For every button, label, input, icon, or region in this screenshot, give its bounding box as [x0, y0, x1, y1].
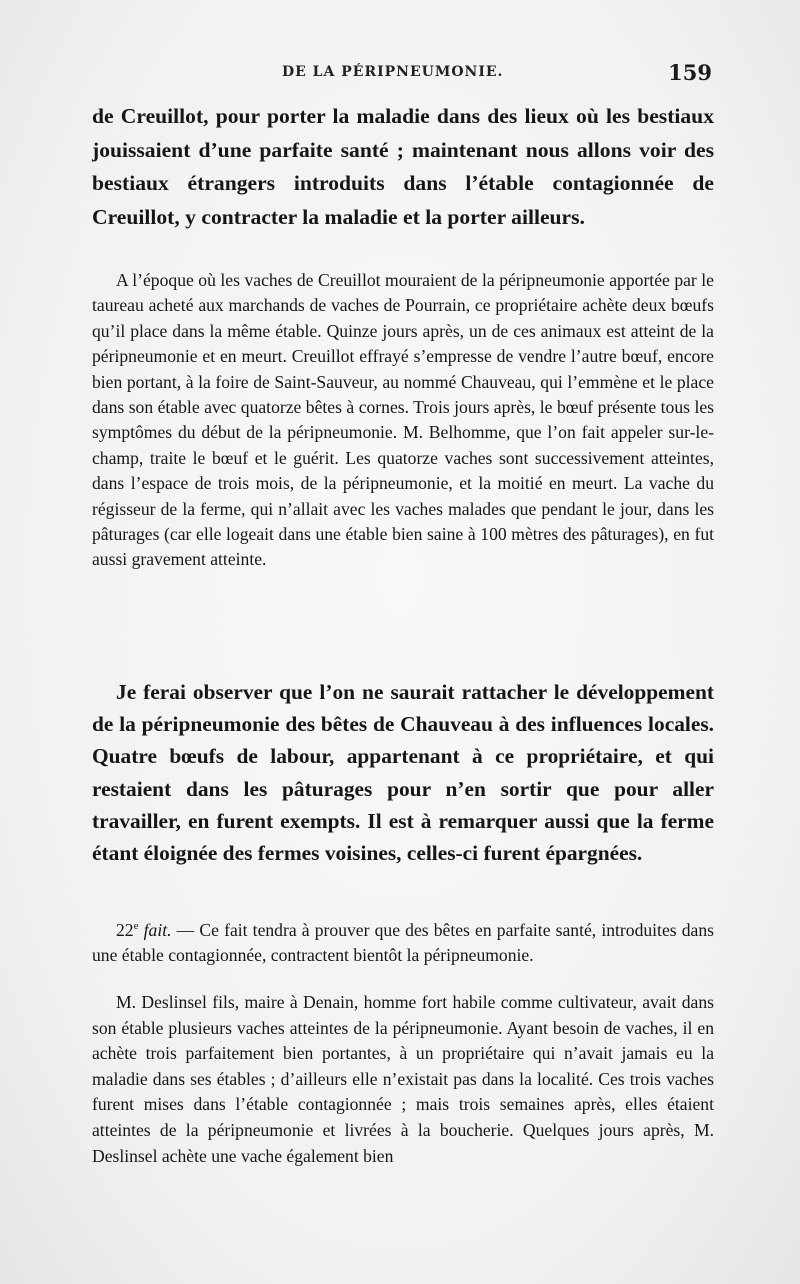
- fact-paragraph: [92, 914, 714, 968]
- page-number: 159: [668, 60, 712, 85]
- page-header: [92, 60, 712, 90]
- paragraph-continuation: [92, 100, 714, 234]
- running-head: DE LA PÉRIPNEUMONIE.: [282, 64, 504, 80]
- paragraph-text: Je ferai observer que l’on ne saurait rattacher le développement de la péripneumonie des bêtes de Chauveau à des influences locales. Quatre bœufs de labour, appartenant à ce propriétaire, et qui restaient dans les pâturages pour n’en sortir que pour aller travailler, en furent exempts. Il est à remarquer aussi que la ferme étant éloignée des fermes voisines, celles-ci furent épargnées.: [92, 680, 714, 866]
- fact-number: 22: [116, 919, 134, 940]
- fact-label: fait.: [143, 919, 172, 940]
- paragraph-observation: [92, 676, 714, 869]
- paragraph-text: — Ce fait tendra à prouver que des bêtes en parfaite santé, introduites dans une étable contagionnée, contractent bientôt la péripneumonie.: [92, 919, 714, 966]
- paragraph-deslinsel: [92, 990, 714, 1169]
- fact-number-suffix: e: [133, 920, 139, 932]
- paragraph-text: A l’époque où les vaches de Creuillot mouraient de la péripneumonie apportée par le taureau acheté aux marchands de vaches de Pourrain, ce propriétaire achète deux bœufs qu’il place dans la même étable. Quinze jours après, un de ces animaux est atteint de la péripneumonie et en meurt. Creuillot effrayé s’empresse de vendre l’autre bœuf, encore bien portant, à la foire de Saint-Sauveur, au nommé Chauveau, qui l’emmène et le place dans son étable avec quatorze bêtes à cornes. Trois jours après, le bœuf présente tous les symptômes du début de la péripneumonie. M. Belhomme, que l’on fait appeler sur-le-champ, traite le bœuf et le guérit. Les quatorze vaches sont successivement atteintes, dans l’espace de trois mois, de la péripneumonie, et la moitié en meurt. La vache du régisseur de la ferme, qui n’allait avec les vaches malades que pendant le jour, dans les pâturages (car elle logeait dans une étable bien saine à 100 mètres des pâturages), en fut aussi gravement atteinte.: [92, 270, 714, 570]
- paragraph-text: de Creuillot, pour porter la maladie dans des lieux où les bestiaux jouissaient d’une parfaite santé ; maintenant nous allons voir des bestiaux étrangers introduits dans l’étable contagionnée de Creuillot, y contracter la maladie et la porter ailleurs.: [92, 104, 714, 229]
- paragraph-fact-22: [92, 914, 714, 968]
- paragraph-text: M. Deslinsel fils, maire à Denain, homme fort habile comme cultivateur, avait dans son étable plusieurs vaches atteintes de la péripneumonie. Ayant besoin de vaches, il en achète trois parfaitement bien portantes, à un propriétaire qui n’avait jamais eu la maladie dans ses étables ; d’ailleurs elle n’existait pas dans la localité. Ces trois vaches furent mises dans l’étable contagionnée ; mais trois semaines après, elles étaient atteintes de la péripneumonie et livrées à la boucherie. Quelques jours après, M. Deslinsel achète une vache également bien: [92, 992, 714, 1166]
- paragraph-creuillot: [92, 268, 714, 573]
